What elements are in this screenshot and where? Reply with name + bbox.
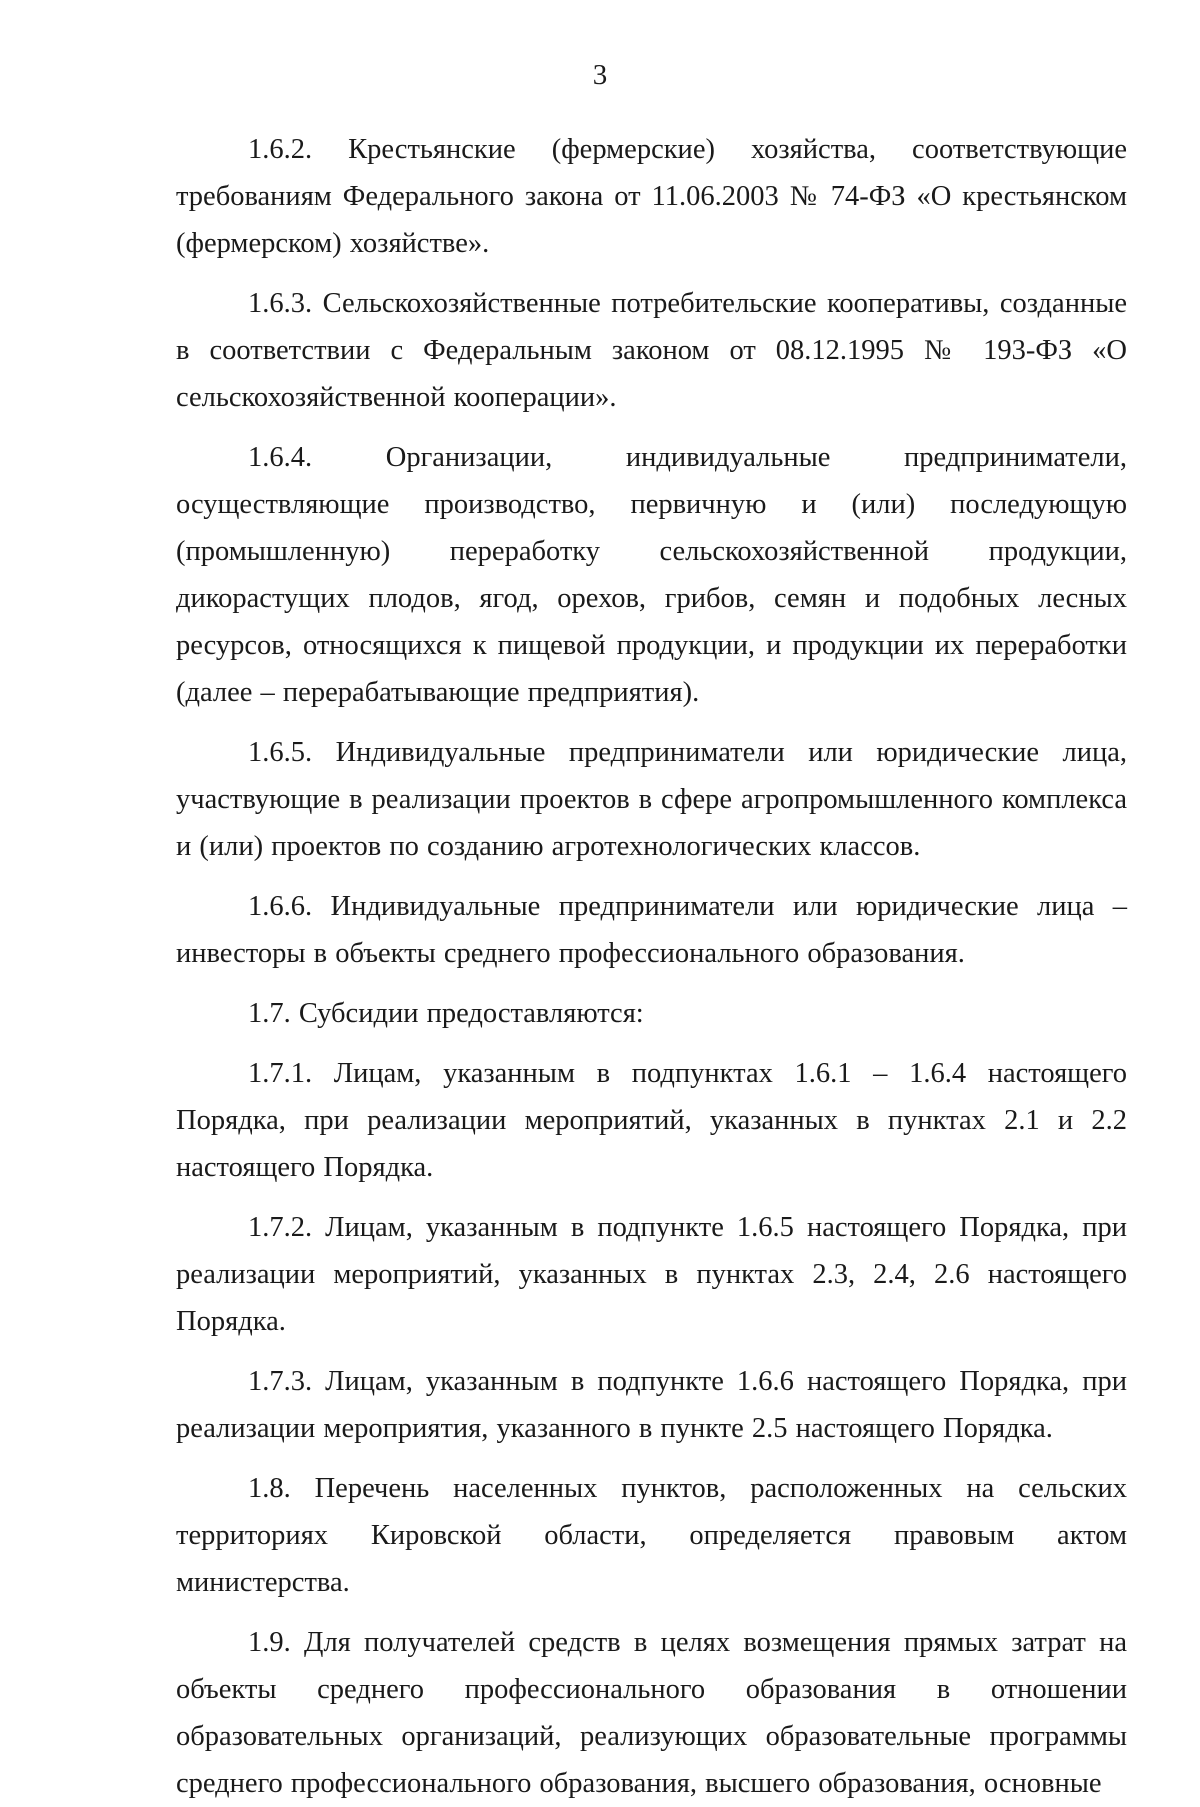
paragraph-1-7: 1.7. Субсидии предоставляются: (248, 998, 644, 1029)
page-number: 3 (592, 59, 608, 91)
paragraph-1-6-6: 1.6.6. Индивидуальные предприниматели или юридические лица – инвесторы в объекты среднего профессионального образования. (176, 891, 1127, 969)
paragraph-1-7-1: 1.7.1. Лицам, указанным в подпунктах 1.6.1 – 1.6.4 настоящего Порядка, при реализации мероприятий, указанных в пунктах 2.1 и 2.2 настоящего Порядка. (176, 1058, 1127, 1183)
paragraph-1-6-5: 1.6.5. Индивидуальные предприниматели или юридические лица, участвующие в реализации проектов в сфере агропромышленного комплекса и (или) проектов по созданию агротехнологических классов. (176, 737, 1127, 862)
document-body (176, 126, 1127, 1807)
paragraph-1-9: 1.9. Для получателей средств в целях возмещения прямых затрат на объекты среднего профессионального образования в отношении образовательных организаций, реализующих образовательные программы среднего профессионального образования, высшего образования, основные (176, 1627, 1127, 1799)
paragraph-1-7-2: 1.7.2. Лицам, указанным в подпункте 1.6.5 настоящего Порядка, при реализации мероприятий, указанных в пунктах 2.3, 2.4, 2.6 настоящего Порядка. (176, 1212, 1127, 1337)
paragraph-1-6-3: 1.6.3. Сельскохозяйственные потребительские кооперативы, созданные в соответствии с Федеральным законом от 08.12.1995 № 193-ФЗ «О сельскохозяйственной кооперации». (176, 288, 1127, 413)
paragraph-1-6-2: 1.6.2. Крестьянские (фермерские) хозяйства, соответствующие требованиям Федерального закона от 11.06.2003 № 74-ФЗ «О крестьянском (фермерском) хозяйстве». (176, 134, 1127, 259)
paragraph-1-8: 1.8. Перечень населенных пунктов, расположенных на сельских территориях Кировской области, определяется правовым актом министерства. (176, 1473, 1127, 1598)
paragraph-1-6-4: 1.6.4. Организации, индивидуальные предприниматели, осуществляющие производство, первичную и (или) последующую (промышленную) переработку сельскохозяйственной продукции, дикорастущих плодов, ягод, орехов, грибов, семян и подобных лесных ресурсов, относящихся к пищевой продукции, и продукции их переработки (далее – перерабатывающие предприятия). (176, 442, 1127, 708)
paragraph-1-7-3: 1.7.3. Лицам, указанным в подпункте 1.6.6 настоящего Порядка, при реализации мероприятия, указанного в пункте 2.5 настоящего Порядка. (176, 1366, 1127, 1444)
